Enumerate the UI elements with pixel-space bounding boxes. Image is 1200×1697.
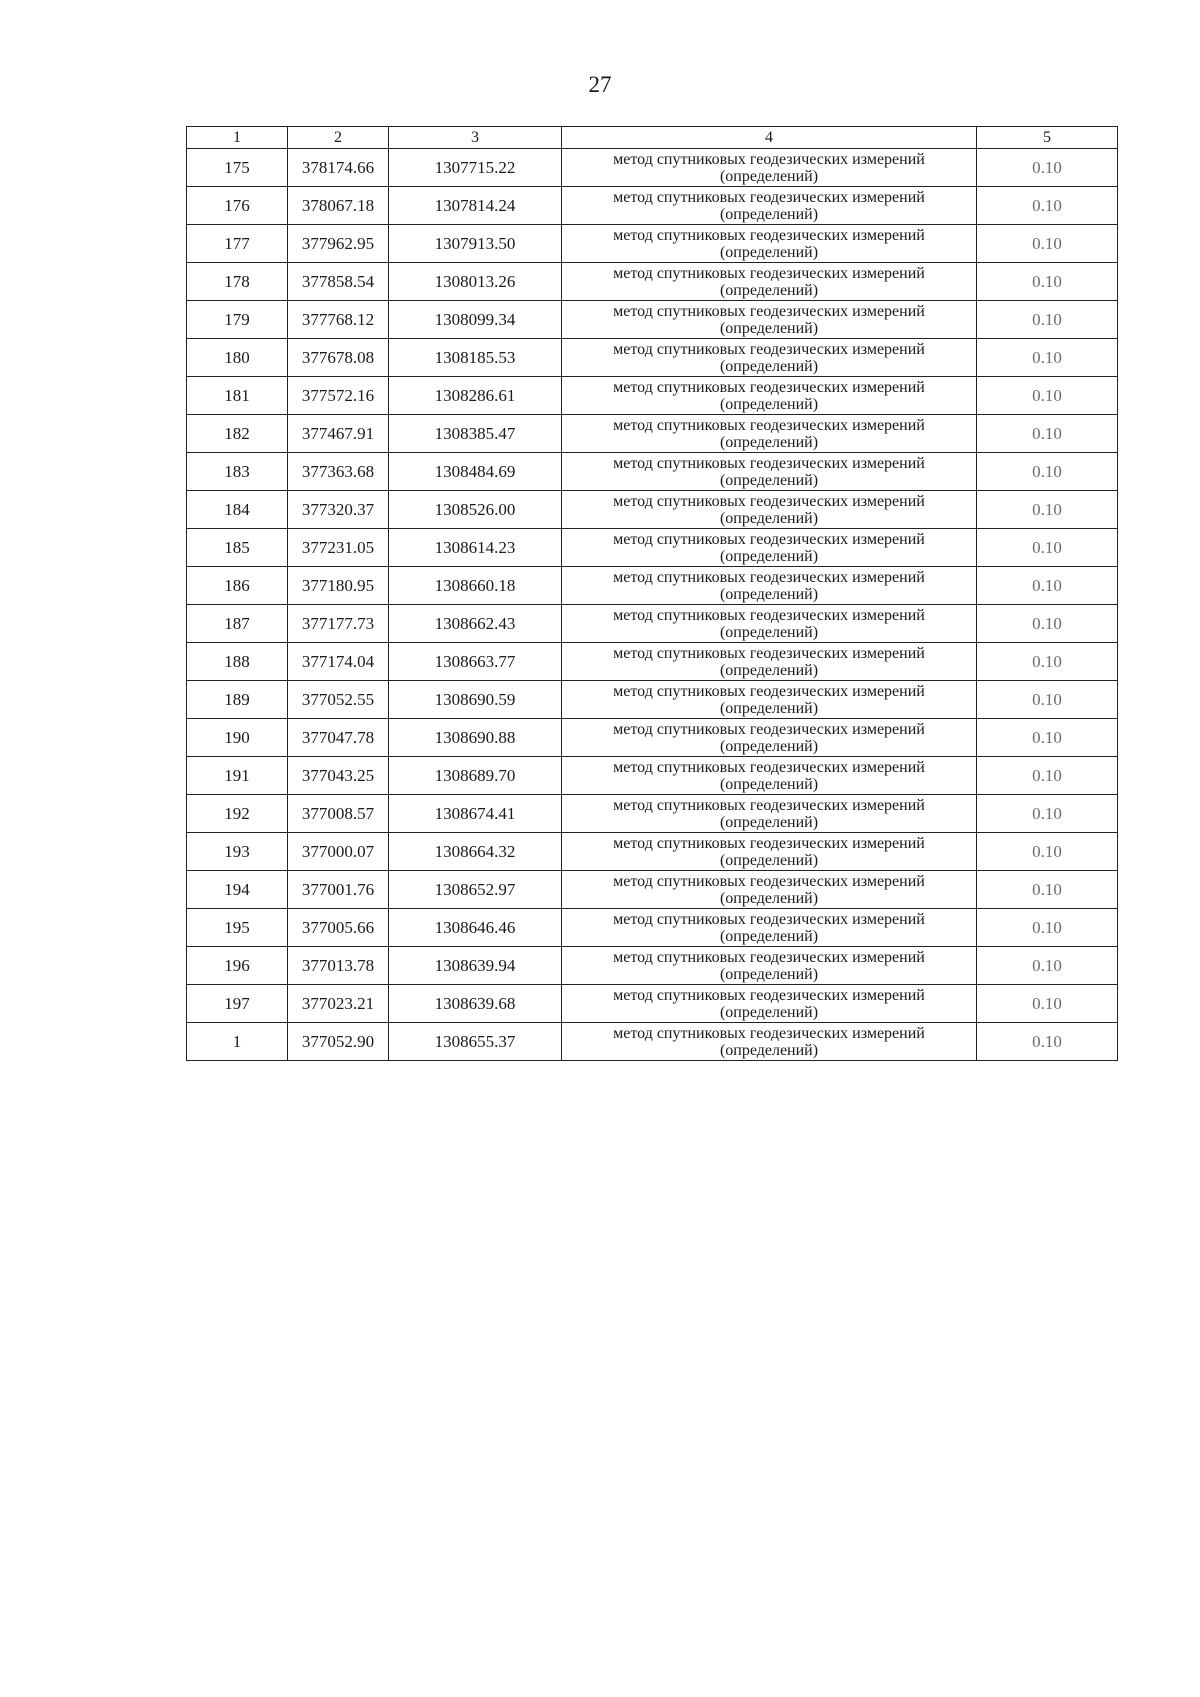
method-cell — [562, 149, 977, 187]
method-text: метод спутниковых геодезических измерений — [613, 454, 925, 472]
point-number-cell: 197 — [187, 985, 288, 1023]
table-row — [187, 187, 1118, 225]
method-note: (определений) — [719, 661, 819, 679]
table-row — [187, 301, 1118, 339]
method-cell — [562, 263, 977, 301]
y-coordinate-cell: 1308185.53 — [389, 339, 562, 377]
method-cell — [562, 871, 977, 909]
method-cell — [562, 339, 977, 377]
point-number-cell: 186 — [187, 567, 288, 605]
header-row — [187, 127, 1118, 149]
column-header-4: 4 — [562, 127, 977, 149]
accuracy-cell: 0.10 — [977, 719, 1118, 757]
method-note: (определений) — [719, 281, 819, 299]
point-number-cell: 185 — [187, 529, 288, 567]
method-cell — [562, 795, 977, 833]
table-row — [187, 833, 1118, 871]
column-header-5: 5 — [977, 127, 1118, 149]
method-note: (определений) — [719, 167, 819, 185]
method-cell — [562, 377, 977, 415]
table-row — [187, 605, 1118, 643]
method-cell — [562, 453, 977, 491]
y-coordinate-cell: 1308639.94 — [389, 947, 562, 985]
column-header-3: 3 — [389, 127, 562, 149]
y-coordinate-cell: 1307814.24 — [389, 187, 562, 225]
method-cell — [562, 985, 977, 1023]
table-row — [187, 719, 1118, 757]
x-coordinate-cell: 377962.95 — [288, 225, 389, 263]
table-row — [187, 453, 1118, 491]
table-row — [187, 529, 1118, 567]
method-note: (определений) — [719, 623, 819, 641]
x-coordinate-cell: 377858.54 — [288, 263, 389, 301]
accuracy-cell: 0.10 — [977, 491, 1118, 529]
y-coordinate-cell: 1308286.61 — [389, 377, 562, 415]
method-note: (определений) — [719, 585, 819, 603]
y-coordinate-cell: 1308639.68 — [389, 985, 562, 1023]
table-row — [187, 263, 1118, 301]
x-coordinate-cell: 377231.05 — [288, 529, 389, 567]
method-text: метод спутниковых геодезических измерений — [613, 378, 925, 396]
accuracy-cell: 0.10 — [977, 377, 1118, 415]
method-cell — [562, 225, 977, 263]
table-row — [187, 643, 1118, 681]
y-coordinate-cell: 1308655.37 — [389, 1023, 562, 1061]
y-coordinate-cell: 1308526.00 — [389, 491, 562, 529]
y-coordinate-cell: 1308690.88 — [389, 719, 562, 757]
y-coordinate-cell: 1307715.22 — [389, 149, 562, 187]
table-row — [187, 795, 1118, 833]
y-coordinate-cell: 1308663.77 — [389, 643, 562, 681]
method-cell — [562, 833, 977, 871]
method-text: метод спутниковых геодезических измерений — [613, 150, 925, 168]
x-coordinate-cell: 377013.78 — [288, 947, 389, 985]
y-coordinate-cell: 1308646.46 — [389, 909, 562, 947]
method-text: метод спутниковых геодезических измерений — [613, 188, 925, 206]
method-cell — [562, 757, 977, 795]
point-number-cell: 195 — [187, 909, 288, 947]
method-text: метод спутниковых геодезических измерений — [613, 416, 925, 434]
table-row — [187, 377, 1118, 415]
y-coordinate-cell: 1308614.23 — [389, 529, 562, 567]
accuracy-cell: 0.10 — [977, 681, 1118, 719]
method-cell — [562, 301, 977, 339]
x-coordinate-cell: 377572.16 — [288, 377, 389, 415]
point-number-cell: 184 — [187, 491, 288, 529]
method-cell — [562, 567, 977, 605]
table-header — [187, 127, 1118, 149]
table-row — [187, 149, 1118, 187]
method-note: (определений) — [719, 851, 819, 869]
method-text: метод спутниковых геодезических измерений — [613, 264, 925, 282]
table-row — [187, 909, 1118, 947]
table-row — [187, 491, 1118, 529]
method-cell — [562, 947, 977, 985]
x-coordinate-cell: 377023.21 — [288, 985, 389, 1023]
method-text: метод спутниковых геодезических измерений — [613, 910, 925, 928]
method-note: (определений) — [719, 471, 819, 489]
y-coordinate-cell: 1308652.97 — [389, 871, 562, 909]
y-coordinate-cell: 1308013.26 — [389, 263, 562, 301]
method-cell — [562, 529, 977, 567]
method-note: (определений) — [719, 433, 819, 451]
method-text: метод спутниковых геодезических измерений — [613, 720, 925, 738]
x-coordinate-cell: 377043.25 — [288, 757, 389, 795]
method-note: (определений) — [719, 509, 819, 527]
accuracy-cell: 0.10 — [977, 985, 1118, 1023]
accuracy-cell: 0.10 — [977, 263, 1118, 301]
method-note: (определений) — [719, 205, 819, 223]
y-coordinate-cell: 1308660.18 — [389, 567, 562, 605]
method-text: метод спутниковых геодезических измерений — [613, 1024, 925, 1042]
accuracy-cell: 0.10 — [977, 757, 1118, 795]
x-coordinate-cell: 377678.08 — [288, 339, 389, 377]
method-cell — [562, 1023, 977, 1061]
x-coordinate-cell: 377320.37 — [288, 491, 389, 529]
table-row — [187, 871, 1118, 909]
method-text: метод спутниковых геодезических измерений — [613, 872, 925, 890]
x-coordinate-cell: 377467.91 — [288, 415, 389, 453]
method-cell — [562, 681, 977, 719]
accuracy-cell: 0.10 — [977, 453, 1118, 491]
y-coordinate-cell: 1308674.41 — [389, 795, 562, 833]
method-note: (определений) — [719, 775, 819, 793]
y-coordinate-cell: 1307913.50 — [389, 225, 562, 263]
table-row — [187, 985, 1118, 1023]
y-coordinate-cell: 1308664.32 — [389, 833, 562, 871]
point-number-cell: 196 — [187, 947, 288, 985]
table-row — [187, 415, 1118, 453]
x-coordinate-cell: 378174.66 — [288, 149, 389, 187]
point-number-cell: 193 — [187, 833, 288, 871]
x-coordinate-cell: 377052.55 — [288, 681, 389, 719]
method-note: (определений) — [719, 813, 819, 831]
method-text: метод спутниковых геодезических измерений — [613, 530, 925, 548]
table-row — [187, 757, 1118, 795]
method-note: (определений) — [719, 547, 819, 565]
method-note: (определений) — [719, 1003, 819, 1021]
x-coordinate-cell: 377363.68 — [288, 453, 389, 491]
page-number: 27 — [588, 72, 612, 97]
method-text: метод спутниковых геодезических измерений — [613, 682, 925, 700]
method-note: (определений) — [719, 1041, 819, 1059]
accuracy-cell: 0.10 — [977, 795, 1118, 833]
accuracy-cell: 0.10 — [977, 605, 1118, 643]
method-text: метод спутниковых геодезических измерений — [613, 568, 925, 586]
x-coordinate-cell: 377008.57 — [288, 795, 389, 833]
method-text: метод спутниковых геодезических измерений — [613, 948, 925, 966]
method-text: метод спутниковых геодезических измерений — [613, 644, 925, 662]
point-number-cell: 188 — [187, 643, 288, 681]
method-cell — [562, 909, 977, 947]
point-number-cell: 178 — [187, 263, 288, 301]
y-coordinate-cell: 1308484.69 — [389, 453, 562, 491]
method-cell — [562, 605, 977, 643]
method-text: метод спутниковых геодезических измерений — [613, 606, 925, 624]
method-text: метод спутниковых геодезических измерений — [613, 796, 925, 814]
accuracy-cell: 0.10 — [977, 339, 1118, 377]
y-coordinate-cell: 1308099.34 — [389, 301, 562, 339]
method-note: (определений) — [719, 319, 819, 337]
method-text: метод спутниковых геодезических измерений — [613, 492, 925, 510]
method-note: (определений) — [719, 243, 819, 261]
method-cell — [562, 415, 977, 453]
y-coordinate-cell: 1308689.70 — [389, 757, 562, 795]
x-coordinate-cell: 377005.66 — [288, 909, 389, 947]
accuracy-cell: 0.10 — [977, 833, 1118, 871]
method-text: метод спутниковых геодезических измерений — [613, 834, 925, 852]
x-coordinate-cell: 377180.95 — [288, 567, 389, 605]
x-coordinate-cell: 377177.73 — [288, 605, 389, 643]
coordinates-table — [186, 126, 1118, 1061]
accuracy-cell: 0.10 — [977, 871, 1118, 909]
method-note: (определений) — [719, 889, 819, 907]
method-note: (определений) — [719, 737, 819, 755]
accuracy-cell: 0.10 — [977, 643, 1118, 681]
point-number-cell: 190 — [187, 719, 288, 757]
x-coordinate-cell: 377174.04 — [288, 643, 389, 681]
point-number-cell: 189 — [187, 681, 288, 719]
point-number-cell: 181 — [187, 377, 288, 415]
method-note: (определений) — [719, 395, 819, 413]
point-number-cell: 176 — [187, 187, 288, 225]
y-coordinate-cell: 1308662.43 — [389, 605, 562, 643]
y-coordinate-cell: 1308385.47 — [389, 415, 562, 453]
method-cell — [562, 719, 977, 757]
point-number-cell: 191 — [187, 757, 288, 795]
x-coordinate-cell: 377047.78 — [288, 719, 389, 757]
accuracy-cell: 0.10 — [977, 529, 1118, 567]
table-row — [187, 339, 1118, 377]
accuracy-cell: 0.10 — [977, 567, 1118, 605]
y-coordinate-cell: 1308690.59 — [389, 681, 562, 719]
accuracy-cell: 0.10 — [977, 149, 1118, 187]
table-row — [187, 225, 1118, 263]
accuracy-cell: 0.10 — [977, 187, 1118, 225]
method-note: (определений) — [719, 965, 819, 983]
column-header-1: 1 — [187, 127, 288, 149]
accuracy-cell: 0.10 — [977, 225, 1118, 263]
accuracy-cell: 0.10 — [977, 301, 1118, 339]
accuracy-cell: 0.10 — [977, 909, 1118, 947]
table-body — [187, 149, 1118, 1061]
table-row — [187, 947, 1118, 985]
method-text: метод спутниковых геодезических измерений — [613, 986, 925, 1004]
table-row — [187, 1023, 1118, 1061]
x-coordinate-cell: 378067.18 — [288, 187, 389, 225]
method-text: метод спутниковых геодезических измерений — [613, 226, 925, 244]
x-coordinate-cell: 377052.90 — [288, 1023, 389, 1061]
point-number-cell: 177 — [187, 225, 288, 263]
table-row — [187, 567, 1118, 605]
point-number-cell: 182 — [187, 415, 288, 453]
method-text: метод спутниковых геодезических измерений — [613, 758, 925, 776]
method-note: (определений) — [719, 927, 819, 945]
accuracy-cell: 0.10 — [977, 947, 1118, 985]
method-cell — [562, 643, 977, 681]
point-number-cell: 194 — [187, 871, 288, 909]
column-header-2: 2 — [288, 127, 389, 149]
point-number-cell: 179 — [187, 301, 288, 339]
point-number-cell: 192 — [187, 795, 288, 833]
method-cell — [562, 187, 977, 225]
point-number-cell: 175 — [187, 149, 288, 187]
accuracy-cell: 0.10 — [977, 415, 1118, 453]
point-number-cell: 183 — [187, 453, 288, 491]
point-number-cell: 1 — [187, 1023, 288, 1061]
x-coordinate-cell: 377001.76 — [288, 871, 389, 909]
method-text: метод спутниковых геодезических измерений — [613, 340, 925, 358]
table-row — [187, 681, 1118, 719]
point-number-cell: 180 — [187, 339, 288, 377]
accuracy-cell: 0.10 — [977, 1023, 1118, 1061]
method-note: (определений) — [719, 699, 819, 717]
x-coordinate-cell: 377000.07 — [288, 833, 389, 871]
method-note: (определений) — [719, 357, 819, 375]
method-text: метод спутниковых геодезических измерений — [613, 302, 925, 320]
point-number-cell: 187 — [187, 605, 288, 643]
x-coordinate-cell: 377768.12 — [288, 301, 389, 339]
method-cell — [562, 491, 977, 529]
